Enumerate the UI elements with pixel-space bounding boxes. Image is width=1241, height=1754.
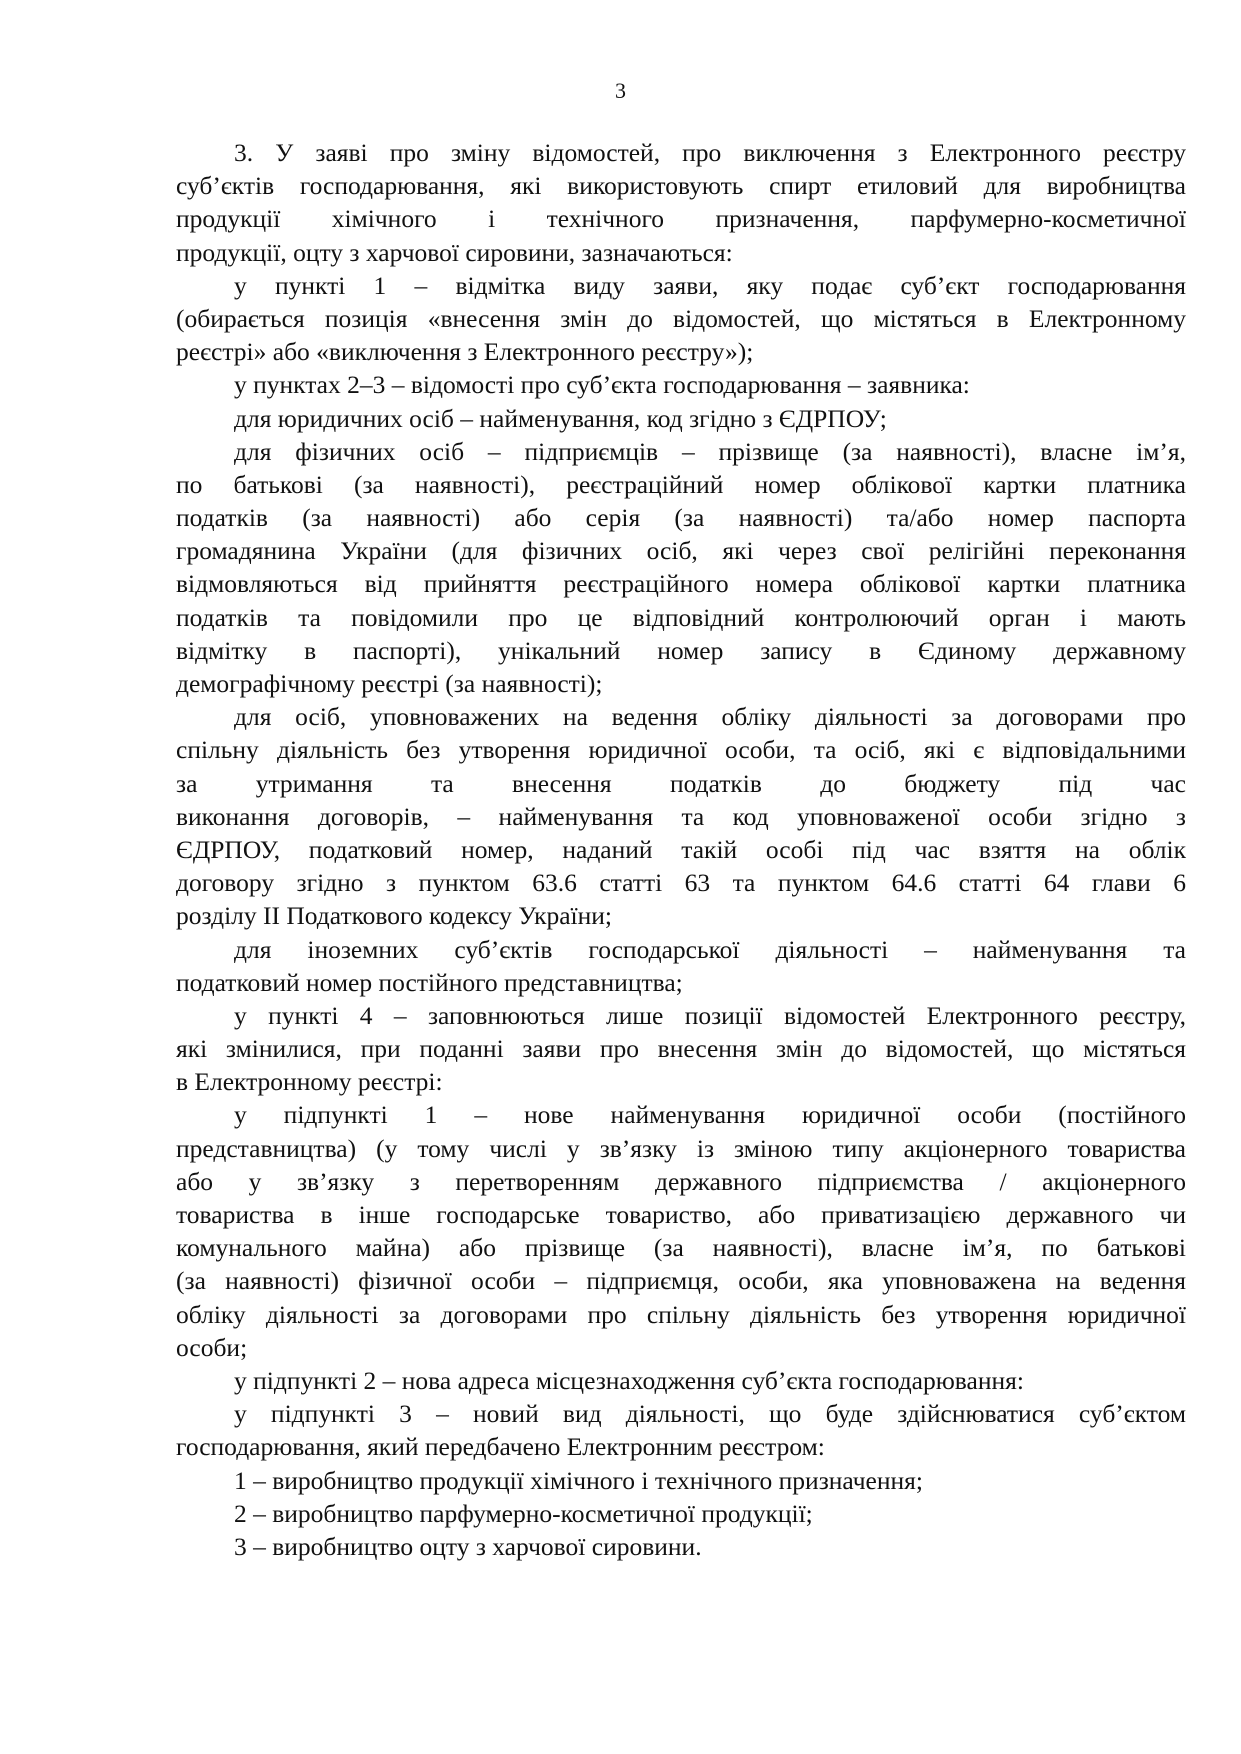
text-line: реєстрі» або «виключення з Електронного реєстру»); <box>176 337 754 367</box>
paragraph <box>176 1397 1186 1463</box>
text-line: продукції хімічного і технічного призначення, парфумерно-косметичної <box>176 204 1186 234</box>
text-line: для осіб, уповноважених на ведення обліку діяльності за договорами про <box>234 702 1186 732</box>
text-line: (обирається позиція «внесення змін до відомостей, що містяться в Електронному <box>176 303 1186 333</box>
text-line: особи; <box>176 1332 248 1362</box>
text-line: або у зв’язку з перетворенням державного підприємства / акціонерного <box>176 1166 1186 1196</box>
paragraph <box>176 402 1186 435</box>
text-line: суб’єктів господарювання, які використовують спирт етиловий для виробництва <box>176 171 1186 201</box>
text-line: за утримання та внесення податків до бюджету під час <box>176 768 1186 798</box>
paragraph <box>176 999 1186 1099</box>
text-line: продукції, оцту з харчової сировини, зазначаються: <box>176 237 733 267</box>
text-line: виконання договорів, – найменування та код уповноваженої особи згідно з <box>176 801 1186 831</box>
text-line: у пунктах 2–3 – відомості про суб’єкта господарювання – заявника: <box>234 370 970 400</box>
text-line: для фізичних осіб – підприємців – прізвище (за наявності), власне ім’я, <box>234 436 1186 466</box>
text-line: у пункті 1 – відмітка виду заяви, яку подає суб’єкт господарювання <box>234 270 1186 300</box>
text-line: 3. У заяві про зміну відомостей, про виключення з Електронного реєстру <box>234 138 1186 167</box>
paragraph <box>176 1530 1186 1563</box>
text-line: податків та повідомили про це відповідний контролюючий орган і мають <box>176 602 1186 632</box>
text-line: договору згідно з пунктом 63.6 статті 63 та пунктом 64.6 статті 64 глави 6 <box>176 868 1186 898</box>
paragraph <box>176 700 1186 932</box>
text-line: демографічному реєстрі (за наявності); <box>176 669 603 698</box>
text-line: (за наявності) фізичної особи – підприємця, особи, яка уповноважена на ведення <box>176 1266 1186 1296</box>
paragraph <box>176 933 1186 999</box>
paragraph <box>176 1464 1186 1497</box>
text-line: які змінилися, при поданні заяви про внесення змін до відомостей, що містяться <box>176 1034 1186 1064</box>
text-line: розділу ІІ Податкового кодексу України; <box>176 901 612 931</box>
text-line: громадянина України (для фізичних осіб, які через свої релігійні переконання <box>176 536 1186 566</box>
text-line: представництва) (у тому числі у зв’язку із зміною типу акціонерного товариства <box>176 1133 1186 1163</box>
paragraph <box>176 269 1186 369</box>
page-number: 3 <box>615 78 626 103</box>
text-line: обліку діяльності за договорами про спільну діяльність без утворення юридичної <box>176 1299 1186 1329</box>
document-body <box>176 136 1186 1563</box>
text-line: по батькові (за наявності), реєстраційний номер облікової картки платника <box>176 469 1186 499</box>
text-line: товариства в інше господарське товариство, або приватизацією державного чи <box>176 1200 1186 1229</box>
text-line: податків (за наявності) або серія (за наявності) та/або номер паспорта <box>176 503 1186 533</box>
paragraph <box>176 1497 1186 1530</box>
paragraph <box>176 1098 1186 1364</box>
text-line: у підпункті 1 – нове найменування юридичної особи (постійного <box>234 1100 1186 1130</box>
text-line: господарювання, який передбачено Електронним реєстром: <box>176 1432 825 1462</box>
text-line: податковий номер постійного представництва; <box>176 967 683 997</box>
text-line: відмовляються від прийняття реєстраційного номера облікової картки платника <box>176 569 1186 599</box>
text-line: у пункті 4 – заповнюються лише позиції відомостей Електронного реєстру, <box>234 1000 1186 1030</box>
text-line: 2 – виробництво парфумерно-косметичної продукції; <box>234 1498 813 1528</box>
text-line: спільну діяльність без утворення юридичної особи, та осіб, які є відповідальними <box>176 735 1186 765</box>
text-line: в Електронному реєстрі: <box>176 1067 443 1097</box>
text-line: для іноземних суб’єктів господарської діяльності – найменування та <box>234 934 1186 964</box>
text-line: комунального майна) або прізвище (за наявності), власне ім’я, по батькові <box>176 1233 1186 1263</box>
text-line: у підпункті 3 – новий вид діяльності, що буде здійснюватися суб’єктом <box>234 1399 1186 1429</box>
text-line: 3 – виробництво оцту з харчової сировини. <box>234 1531 702 1561</box>
paragraph <box>176 1364 1186 1397</box>
text-line: 1 – виробництво продукції хімічного і технічного призначення; <box>234 1465 923 1495</box>
paragraph <box>176 435 1186 701</box>
text-line: ЄДРПОУ, податковий номер, наданий такій особі під час взяття на облік <box>176 834 1186 864</box>
text-line: у підпункті 2 – нова адреса місцезнаходження суб’єкта господарювання: <box>234 1365 1024 1395</box>
paragraph <box>176 368 1186 401</box>
text-line: для юридичних осіб – найменування, код згідно з ЄДРПОУ; <box>234 403 887 433</box>
paragraph <box>176 136 1186 269</box>
text-line: відмітку в паспорті), унікальний номер запису в Єдиному державному <box>176 635 1186 665</box>
